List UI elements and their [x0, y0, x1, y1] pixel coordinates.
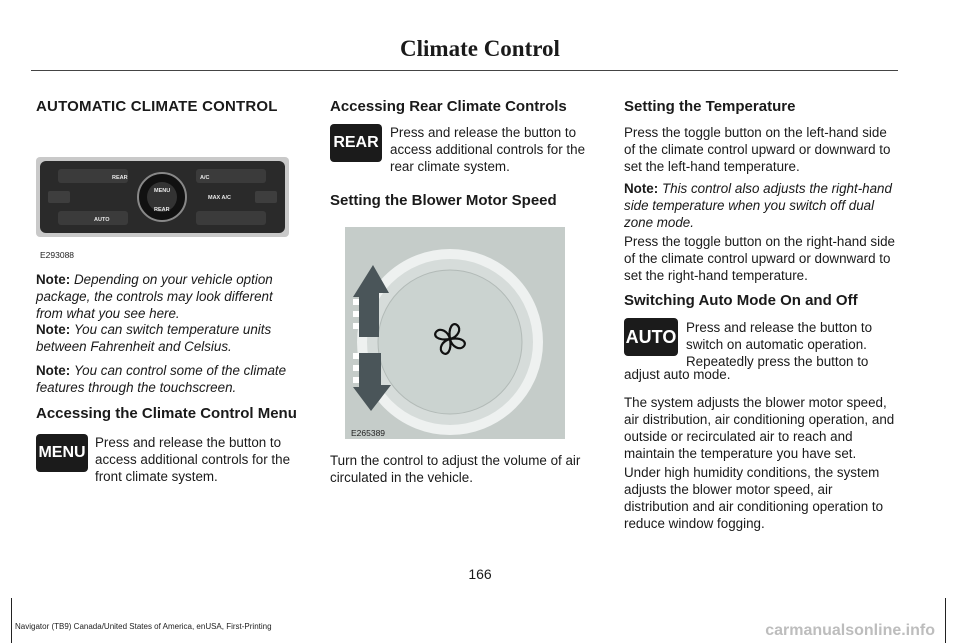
climate-panel-illustration — [36, 157, 289, 237]
note-temperature-units — [36, 321, 301, 355]
auto-text-line3: Repeatedly press the button to — [686, 354, 869, 369]
note-text: Depending on your vehicle option package, the controls may look different from what you see here. — [36, 272, 273, 321]
auto-humidity-description: Under high humidity conditions, the system adjusts the blower motor speed, air distribution and air conditioning operation to reduce window fogging. — [624, 465, 884, 531]
crop-mark-left — [11, 598, 12, 643]
note-text: You can control some of the climate features through the touchscreen. — [36, 363, 287, 395]
blower-dial-figure — [345, 227, 565, 439]
note-touchscreen — [36, 362, 301, 396]
heading-auto-mode: Switching Auto Mode On and Off — [624, 292, 858, 309]
note-label: Note: — [36, 363, 71, 378]
menu-section-text: Press and release the button to access additional controls for the front climate system. — [95, 435, 291, 484]
temperature-left-text: Press the toggle button on the left-hand side of the climate control upward or downward to set the left-hand temperature. — [624, 125, 891, 174]
note-label: Note: — [36, 322, 71, 337]
note-label: Note: — [36, 272, 71, 287]
note-text: You can switch temperature units between Fahrenheit and Celsius. — [36, 322, 272, 354]
image-code: E265389 — [351, 428, 386, 438]
rear-section-text: Press and release the button to access additional controls for the rear climate system. — [390, 125, 586, 174]
heading-setting-temperature: Setting the Temperature — [624, 98, 796, 115]
edition-text: Navigator (TB9) Canada/United States of America, enUSA, First-Printing — [15, 622, 272, 631]
header-divider — [31, 70, 898, 71]
heading-accessing-rear-climate: Accessing Rear Climate Controls — [330, 98, 567, 115]
panel-label-auto: AUTO — [94, 217, 110, 223]
heading-blower-motor-speed: Setting the Blower Motor Speed — [330, 192, 557, 209]
menu-button-icon: MENU — [36, 434, 88, 472]
auto-text-line2: switch on automatic operation. — [686, 337, 867, 352]
auto-button-icon: AUTO — [624, 318, 678, 356]
image-code: E293088 — [40, 250, 75, 260]
auto-text-line1: Press and release the button to — [686, 320, 873, 335]
temperature-note — [624, 180, 899, 231]
temperature-right-text: Press the toggle button on the right-hand side of the climate control upward or downward to set the right-hand temperature. — [624, 234, 895, 283]
auto-system-description: The system adjusts the blower motor speed, air distribution, air conditioning operation, and outside or recirculated air to reach and maintain the temperature you have set. — [624, 395, 895, 461]
note-text: This control also adjusts the right-hand side temperature when you switch off dual zone mode. — [624, 181, 892, 230]
panel-label-rear: REAR — [112, 175, 128, 181]
note-option-package — [36, 271, 301, 322]
panel-label-ac: A/C — [200, 175, 210, 181]
page-number: 166 — [468, 566, 492, 582]
watermark-text: carmanualsonline.info — [765, 622, 935, 639]
crop-mark-right — [945, 598, 946, 643]
page-header-title: Climate Control — [400, 36, 560, 61]
panel-label-max-ac: MAX A/C — [208, 195, 232, 201]
heading-accessing-climate-menu: Accessing the Climate Control Menu — [36, 405, 297, 422]
panel-label-menu: MENU — [154, 188, 171, 194]
blower-section-text: Turn the control to adjust the volume of air circulated in the vehicle. — [330, 453, 581, 485]
rear-button-icon: REAR — [330, 124, 382, 162]
section-heading-automatic-climate-control: AUTOMATIC CLIMATE CONTROL — [36, 98, 278, 115]
panel-label-rear-bottom: REAR — [154, 207, 170, 213]
auto-text-line4: adjust auto mode. — [624, 367, 731, 382]
climate-panel-figure — [36, 157, 289, 237]
note-label: Note: — [624, 181, 659, 196]
blower-control-illustration — [345, 227, 565, 439]
